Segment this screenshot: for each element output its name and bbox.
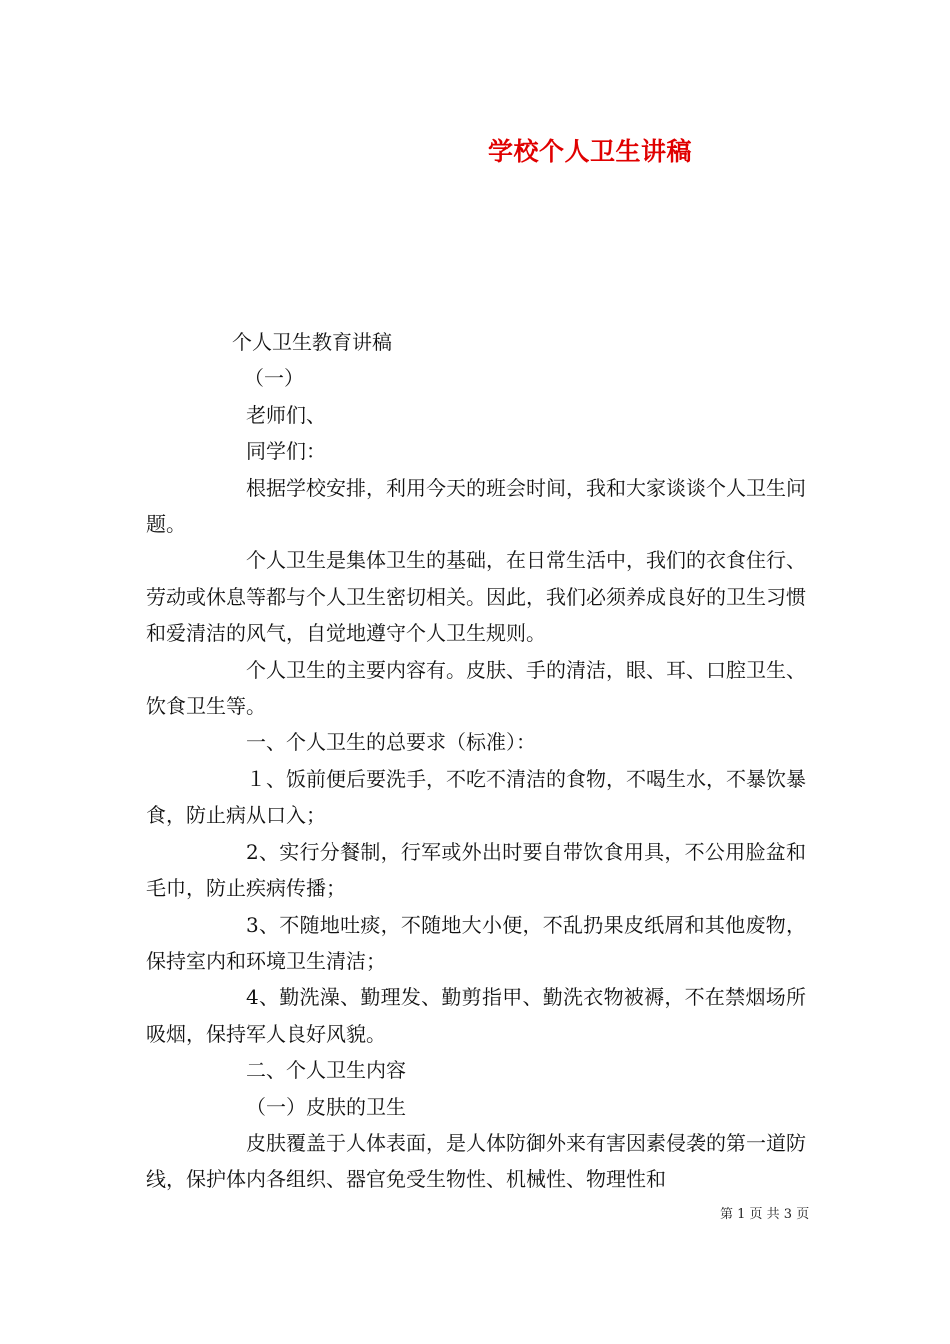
section-number: （一） [244, 366, 304, 391]
document-body [146, 324, 806, 1198]
document-title: 学校个人卫生讲稿 [488, 137, 693, 166]
heading-general-requirements: 一、个人卫生的总要求（标准）： [246, 730, 536, 755]
requirement-1: １、饭前便后要洗手，不吃不清洁的食物，不喝生水，不暴饮暴食，防止病从口入； [146, 766, 806, 828]
requirement-2: 2、实行分餐制，行军或外出时要自带饮食用具，不公用脸盆和毛巾，防止疾病传播； [146, 839, 806, 901]
requirement-3: 3、不随地吐痰，不随地大小便，不乱扔果皮纸屑和其他废物，保持室内和环境卫生清洁； [146, 912, 806, 973]
paragraph-content: 个人卫生的主要内容有。皮肤、手的清洁，眼、耳、口腔卫生、饮食卫生等。 [146, 657, 806, 719]
salutation-teachers: 老师们、 [246, 402, 326, 427]
paragraph-basis: 个人卫生是集体卫生的基础，在日常生活中，我们的衣食住行、劳动或休息等都与个人卫生密切相关。因此，我们必须养成良好的卫生习惯和爱清洁的风气，自觉地遵守个人卫生规则。 [146, 548, 806, 646]
paragraph-intro: 根据学校安排，利用今天的班会时间，我和大家谈谈个人卫生问题。 [146, 475, 806, 537]
heading-hygiene-content: 二、个人卫生内容 [246, 1058, 406, 1083]
heading-skin-hygiene: （一）皮肤的卫生 [246, 1094, 406, 1119]
page-number-footer: 第 1 页 共 3 页 [720, 1207, 810, 1222]
requirement-4: 4、勤洗澡、勤理发、勤剪指甲、勤洗衣物被褥，不在禁烟场所吸烟，保持军人良好风貌。 [146, 985, 806, 1046]
salutation-students: 同学们： [246, 439, 326, 464]
paragraph-skin: 皮肤覆盖于人体表面，是人体防御外来有害因素侵袭的第一道防线，保护体内各组织、器官免受生物性、机械性、物理性和 [146, 1130, 806, 1192]
subtitle: 个人卫生教育讲稿 [232, 330, 392, 354]
